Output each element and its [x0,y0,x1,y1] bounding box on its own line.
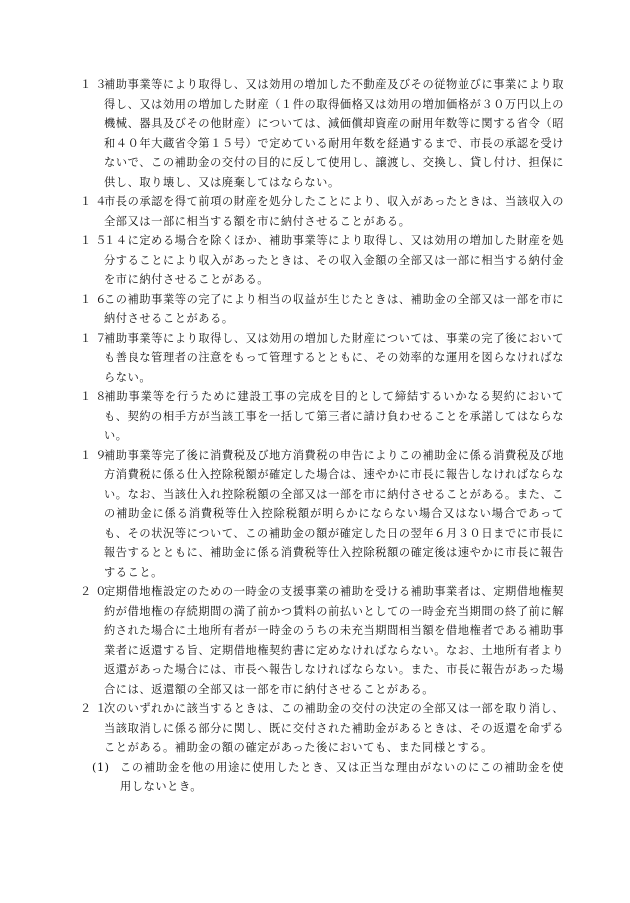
clause-number: １５ [80,234,111,247]
clause-19 [80,446,564,583]
clause-text: 次のいずれかに該当するときは、この補助金の交付の決定の全部又は一部を取り消し、当該取消しに係る部分に関し、既に交付された補助金があるときは、その返還を命ずることがある。補助金の額の確定があった後においても、また同様とする。 [104,702,564,754]
clause-text: 補助事業等完了後に消費税及び地方消費税の申告によりこの補助金に係る消費税及び地方消費税に係る仕入控除税額が確定した場合は、速やかに市長に報告しなければならない。なお、当該仕入れ控除税額の全部又は一部を市に納付させることがある。また、この補助金に係る消費税等仕入控除税額が明らかにならない場合又はない場合であっても、その状況等について、この補助金の額が確定した日の翌年６月３０日までに市長に報告するとともに、補助金に係る消費税等仕入控除税額の確定後は速やかに市長に報告すること。 [104,448,564,579]
clause-15 [80,231,564,290]
clause-16 [80,290,564,329]
clause-number: ２０ [80,585,111,598]
clause-text: 補助事業等により取得し、又は効用の増加した不動産及びその従物並びに事業により取得し、又は効用の増加した財産（１件の取得価格又は効用の増加価格が３０万円以上の機械、器具及びその他財産）については、減価償却資産の耐用年数等に関する省令（昭和４０年大蔵省令第１５号）で定めている耐用年数を経過するまで、市長の承認を受けないで、この補助金の交付の目的に反して使用し、譲渡し、交換し、貸し付け、担保に供し、取り壊し、又は廃棄してはならない。 [104,78,564,189]
clause-text: １４に定める場合を除くほか、補助事業等により取得し、又は効用の増加した財産を処分することにより収入があったときは、その収入金額の全部又は一部に相当する納付金を市に納付させることがある。 [104,234,564,286]
clause-number: １６ [80,292,111,306]
clause-text: 補助事業等により取得し、又は効用の増加した財産については、事業の完了後においても善良な管理者の注意をもって管理するとともに、その効率的な運用を図らなければならない。 [104,331,564,384]
clause-21 [80,699,564,758]
clause-number: １４ [80,195,111,208]
clause-20 [80,582,564,699]
clause-number: １９ [80,448,111,462]
subitem-number: (1) [92,760,110,774]
clause-number: １７ [80,331,111,345]
clause-18 [80,387,564,446]
clause-text: この補助事業等の完了により相当の収益が生じたときは、補助金の全部又は一部を市に納付させることがある。 [104,292,564,325]
clause-17 [80,329,564,388]
clause-text: 定期借地権設定のための一時金の支援事業の補助を受ける補助事業者は、定期借地権契約が借地権の存続期間の満了前かつ賃料の前払いとしての一時金充当期間の終了前に解約された場合に土地所有者が一時金のうちの未充当期間相当額を借地権者である補助事業者に返還する旨、定期借地権契約書に定めなければならない。なお、土地所有者より返還があった場合には、市長へ報告しなければならない。また、市長に報告があった場合には、返還額の全部又は一部を市に納付させることがある。 [104,585,564,696]
clause-number: １３ [80,78,111,91]
clause-number: ２１ [80,702,111,715]
clause-text: 市長の承認を得て前項の財産を処分したことにより、収入があったときは、当該収入の全部又は一部に相当する額を市に納付させることがある。 [104,195,564,228]
clause-13 [80,75,564,192]
subitem-1 [86,758,564,797]
clause-14 [80,192,564,231]
clause-text: 補助事業等を行うために建設工事の完成を目的として締結するいかなる契約においても、契約の相手方が当該工事を一括して第三者に請け負わせることを承諾してはならない。 [104,390,564,442]
clause-number: １８ [80,390,111,403]
subitem-text: この補助金を他の用途に使用したとき、又は正当な理由がないのにこの補助金を使用しないとき。 [120,760,564,793]
